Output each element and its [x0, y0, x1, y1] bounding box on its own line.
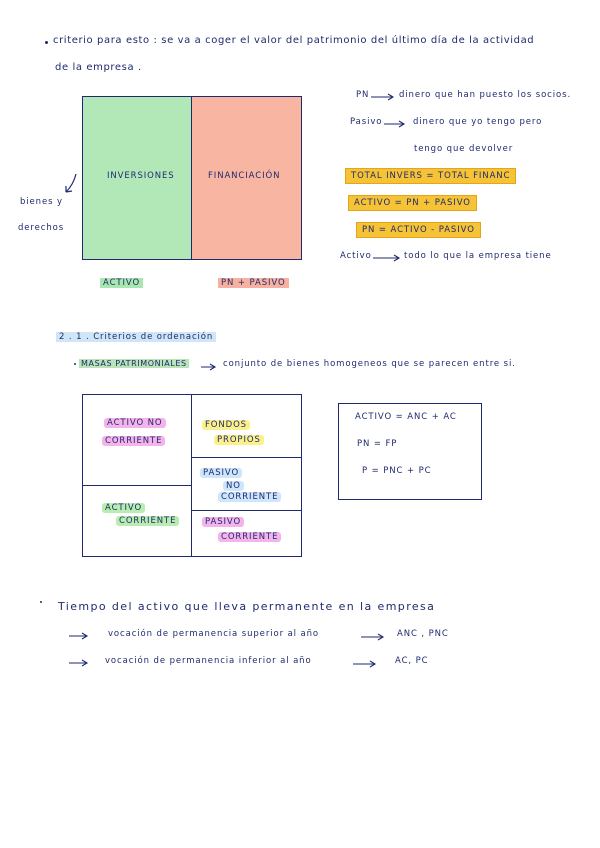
- activo-label: ACTIVO: [100, 278, 143, 288]
- anc-label-1: ACTIVO NO: [104, 418, 166, 428]
- pnc-box: [191, 457, 302, 511]
- formula-3: P = PNC + PC: [362, 466, 432, 476]
- curved-arrow-icon: [62, 172, 82, 196]
- ac-label-2: CORRIENTE: [116, 516, 179, 526]
- pnc-label-3: CORRIENTE: [218, 492, 281, 502]
- arrow-right-icon: [352, 660, 378, 668]
- time-line-1-result: ANC , PNC: [397, 629, 449, 639]
- formula-2: PN = FP: [357, 439, 398, 449]
- equation-total: TOTAL INVERS = TOTAL FINANC: [345, 168, 516, 184]
- ac-label-1: ACTIVO: [102, 503, 145, 513]
- arrow-right-icon: [370, 93, 396, 101]
- pnc-label-2: NO: [223, 481, 244, 491]
- pasivo-note-text-1: dinero que yo tengo pero: [413, 117, 543, 127]
- activo-note-label: Activo: [340, 251, 372, 261]
- formula-1: ACTIVO = ANC + AC: [355, 412, 457, 422]
- arrow-right-icon: [200, 363, 218, 371]
- pn-note-text: dinero que han puesto los socios.: [399, 90, 572, 100]
- equation-activo: ACTIVO = PN + PASIVO: [348, 195, 477, 211]
- masas-label: MASAS PATRIMONIALES: [81, 359, 187, 368]
- pn-pasivo-label: PN + PASIVO: [218, 278, 289, 288]
- arrow-right-icon: [68, 632, 90, 640]
- inversiones-label: INVERSIONES: [107, 171, 175, 181]
- bullet-dot: [40, 601, 42, 603]
- time-title: Tiempo del activo que lleva permanente en la empresa: [58, 600, 436, 613]
- arrow-right-icon: [68, 659, 90, 667]
- pn-note-label: PN: [356, 90, 370, 100]
- pnc-label-1: PASIVO: [200, 468, 242, 478]
- pasivo-note-text-2: tengo que devolver: [414, 144, 514, 154]
- intro-line-2: de la empresa .: [55, 62, 142, 73]
- pc-label-1: PASIVO: [202, 517, 244, 527]
- bienes-note: bienes y: [20, 197, 63, 207]
- anc-label-2: CORRIENTE: [102, 436, 165, 446]
- fp-label-1: FONDOS: [202, 420, 250, 430]
- masas-text: conjunto de bienes homogeneos que se parecen entre si.: [223, 359, 516, 369]
- time-line-2-text: vocación de permanencia inferior al año: [105, 656, 312, 666]
- bullet-dot: [45, 41, 48, 44]
- bullet-dot: [74, 363, 76, 365]
- fp-label-2: PROPIOS: [214, 435, 264, 445]
- arrow-right-icon: [372, 254, 402, 262]
- section-title: 2 . 1 . Criterios de ordenación: [56, 332, 216, 342]
- equation-pn: PN = ACTIVO - PASIVO: [356, 222, 481, 238]
- time-line-2-result: AC, PC: [395, 656, 429, 666]
- pasivo-note-label: Pasivo: [350, 117, 383, 127]
- financiacion-label: FINANCIACIÓN: [208, 171, 281, 181]
- activo-note-text: todo lo que la empresa tiene: [404, 251, 552, 261]
- derechos-note: derechos: [18, 223, 65, 233]
- intro-line-1: criterio para esto : se va a coger el valor del patrimonio del último día de la actividad: [53, 35, 535, 46]
- arrow-right-icon: [383, 120, 407, 128]
- pc-label-2: CORRIENTE: [218, 532, 281, 542]
- time-line-1-text: vocación de permanencia superior al año: [108, 629, 320, 639]
- arrow-right-icon: [360, 633, 386, 641]
